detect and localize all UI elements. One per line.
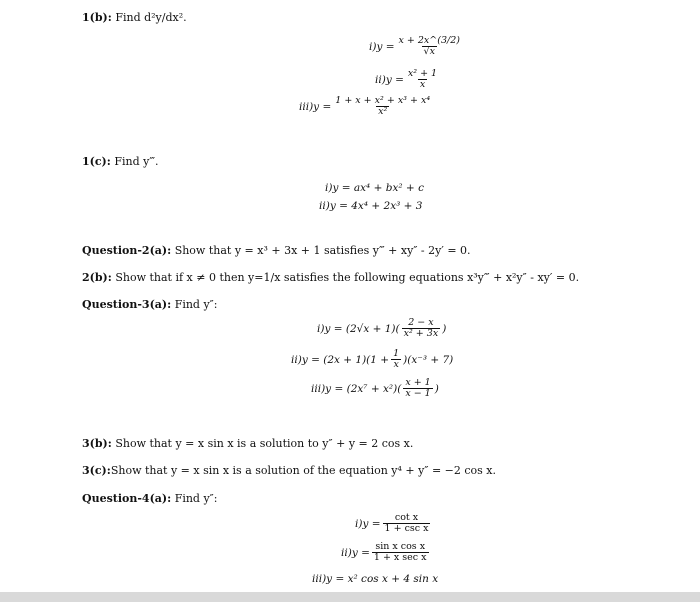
q3a-label: Question-3(a): [82, 298, 172, 311]
q1c-eq-ii [319, 200, 422, 212]
q3c-text: Show that y = x sin x is a solution of the equation y⁴ + y″ = −2 cos x. [110, 464, 496, 477]
q1b-eq-ii [375, 69, 441, 90]
q1b-label: 1(b): [82, 11, 112, 24]
eq-label: iii)y = [299, 100, 332, 113]
q2a-line [82, 244, 471, 258]
q2b-text: Show that if x ≠ 0 then y=1/x satisfies the following equations x³y‴ + x²y″ - xy′ = 0. [115, 271, 580, 284]
numerator: x + 2x^(3/2) [398, 35, 460, 46]
denominator: x² + 3x [403, 328, 439, 339]
q3a-eq-i [317, 318, 446, 339]
eq-pre: (2x + 1)(1 + [323, 353, 390, 366]
q3a-eq-ii [291, 349, 453, 370]
denominator: x² [378, 106, 388, 117]
eq-label: i)y = [355, 517, 381, 530]
q4a-eq-ii [341, 542, 431, 563]
q4a-prompt: Find y″: [174, 492, 218, 505]
fraction [383, 513, 431, 534]
fraction [403, 378, 432, 399]
eq-label: ii)y = [375, 73, 404, 86]
q4a-label: Question-4(a): [82, 492, 172, 505]
eq-expr: 4x⁴ + 2x³ + 3 [351, 200, 423, 212]
eq-pre: (2x⁷ + x²)( [346, 382, 402, 395]
numerator: cot x [394, 512, 419, 523]
eq-label: ii)y = [341, 546, 370, 559]
q2a-text: Show that y = x³ + 3x + 1 satisfies y‴ + xy″ - 2y′ = 0. [174, 244, 471, 257]
q4a-eq-i [355, 513, 432, 534]
q1c-heading [82, 155, 159, 169]
denominator: 1 + csc x [384, 523, 429, 534]
denominator: √x [423, 46, 435, 57]
q3a-heading [82, 298, 218, 312]
eq-label: i)y = [317, 322, 343, 335]
q2b-label: 2(b): [82, 271, 112, 284]
fraction [372, 542, 429, 563]
eq-expr: ax⁴ + bx² + c [353, 182, 424, 194]
eq-pre: (2√x + 1)( [345, 322, 400, 335]
q1c-label: 1(c): [82, 155, 111, 168]
eq-label: i)y = [369, 40, 395, 53]
denominator: x [393, 359, 399, 370]
q3a-prompt: Find y″: [174, 298, 218, 311]
q1b-eq-iii [299, 96, 434, 117]
denominator: 1 + x sec x [373, 552, 427, 563]
numerator: 1 + x + x² + x³ + x⁴ [335, 95, 431, 106]
fraction [406, 69, 439, 90]
q3b-text: Show that y = x sin x is a solution to y″ + y = 2 cos x. [115, 437, 414, 450]
eq-label: ii)y = [319, 200, 348, 212]
numerator: x + 1 [405, 377, 431, 388]
eq-label: i)y = [325, 182, 351, 194]
q4a-eq-iii [312, 573, 438, 585]
q2b-line [82, 271, 579, 285]
fraction [402, 318, 441, 339]
q3c-line [82, 464, 496, 478]
denominator: x [419, 79, 426, 90]
numerator: x² + 1 [407, 68, 438, 79]
numerator: 1 [393, 348, 400, 359]
q3b-line [82, 437, 413, 451]
eq-post: ) [434, 382, 439, 395]
fraction [397, 36, 462, 57]
eq-expr: x² cos x + 4 sin x [347, 573, 439, 585]
q1c-eq-i [325, 182, 424, 194]
numerator: 2 − x [408, 317, 434, 328]
eq-post: )(x⁻³ + 7) [403, 353, 454, 366]
numerator: sin x cos x [375, 541, 426, 552]
eq-label: iii)y = [311, 382, 344, 395]
q3a-eq-iii [311, 378, 439, 399]
denominator: x − 1 [405, 388, 431, 399]
eq-label: iii)y = [312, 573, 345, 585]
q1c-prompt: Find y‴. [114, 155, 159, 168]
q3c-label: 3(c): [82, 464, 111, 477]
fraction [391, 349, 401, 370]
q4a-heading [82, 492, 218, 506]
eq-post: ) [442, 322, 447, 335]
q2a-label: Question-2(a): [82, 244, 172, 257]
q1b-eq-i [369, 36, 464, 57]
q1b-prompt: Find d²y/dx². [115, 11, 187, 24]
fraction [333, 96, 432, 117]
q3b-label: 3(b): [82, 437, 112, 450]
q1b-heading [82, 11, 187, 25]
bottom-bar [0, 592, 700, 602]
eq-label: ii)y = [291, 353, 320, 366]
